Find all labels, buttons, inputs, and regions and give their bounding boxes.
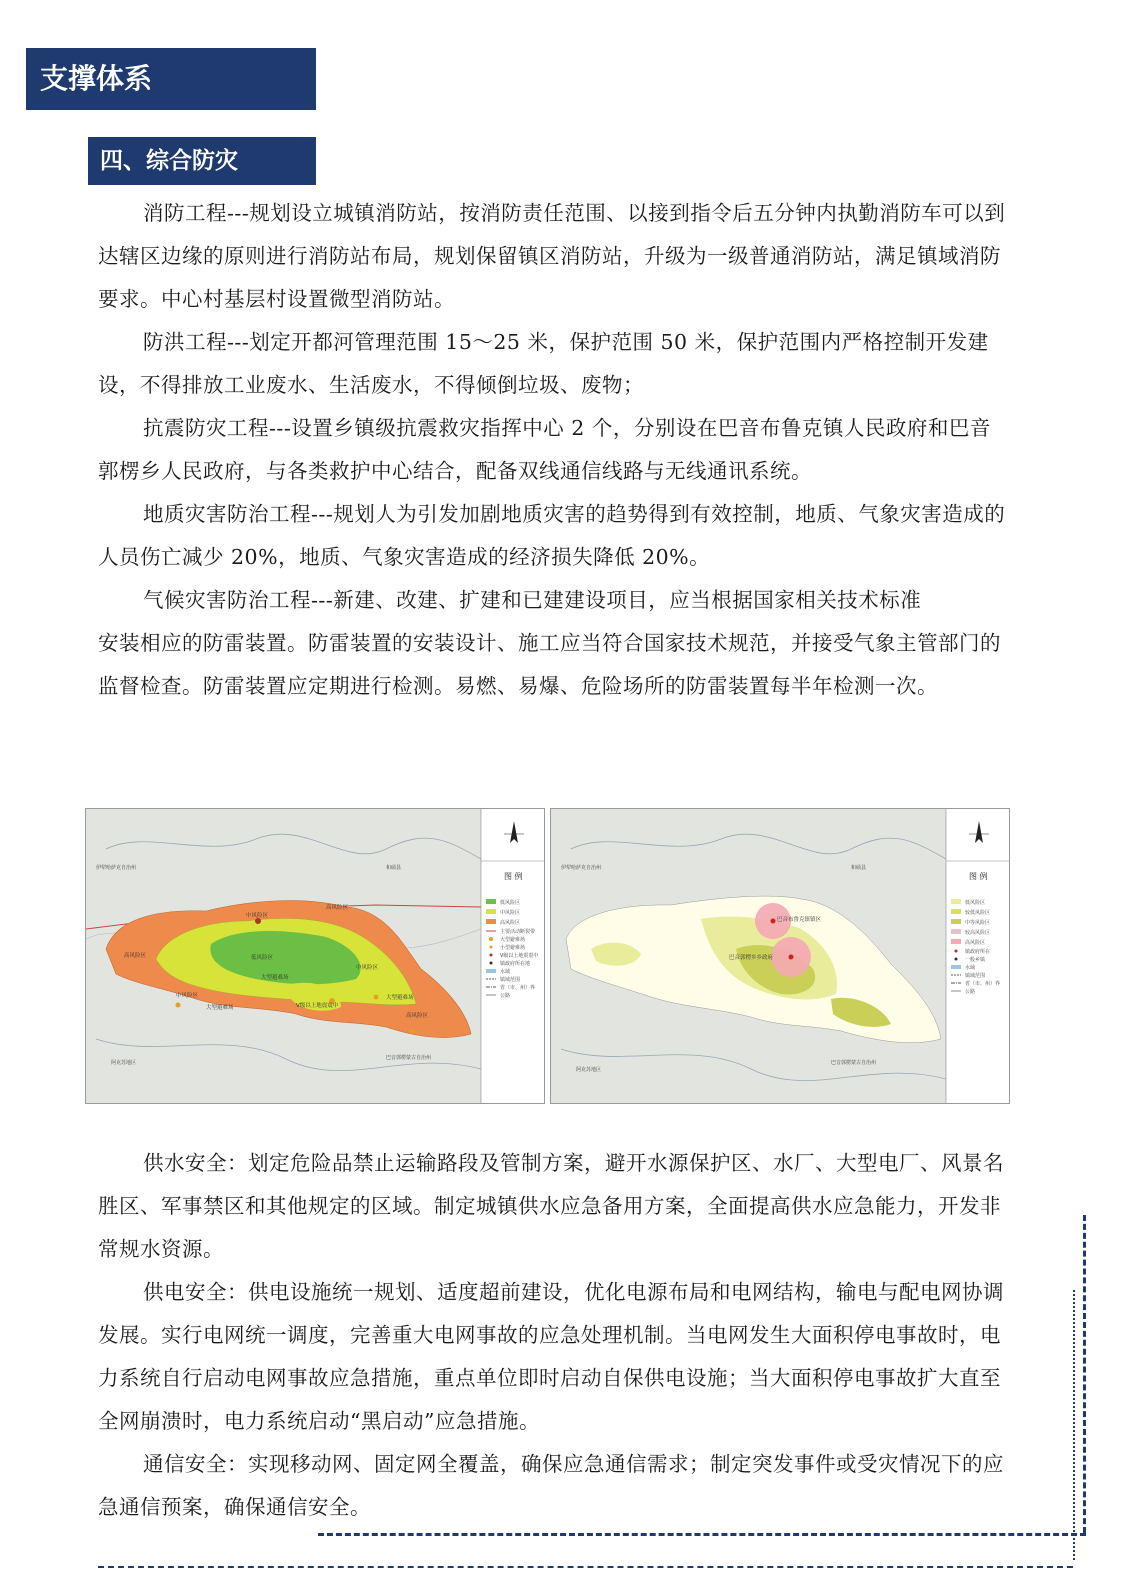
- decor-dashed-border-middle: [318, 1533, 1086, 1536]
- right-legend-10: 公路: [965, 989, 976, 995]
- left-legend-0: 低风险区: [500, 900, 521, 906]
- left-legend-11: 公路: [500, 993, 511, 999]
- svg-text:图 例: 图 例: [969, 872, 988, 881]
- decor-dashed-border-right: [1083, 1215, 1086, 1533]
- right-legend-4: 高风险区: [965, 940, 986, 946]
- left-legend-1: 中风险区: [500, 910, 521, 916]
- right-legend-1: 较低风险区: [965, 910, 991, 916]
- decor-dotted-border-inner: [1073, 1290, 1075, 1560]
- paragraph-geology: 地质灾害防治工程---规划人为引发加剧地质灾害的趋势得到有效控制，地质、气象灾害造成的人员伤亡减少 20%，地质、气象灾害造成的经济损失降低 20%。: [98, 502, 1006, 569]
- svg-text:图 例: 图 例: [504, 872, 523, 881]
- right-legend-3: 较高风险区: [965, 930, 991, 936]
- svg-text:中风险区: 中风险区: [246, 913, 269, 919]
- svg-text:中风险区: 中风险区: [176, 993, 199, 999]
- right-legend-9: 省（市、州）界: [965, 981, 1001, 987]
- paragraph-power: 供电安全：供电设施统一规划、适度超前建设，优化电源布局和电网结构，输电与配电网协调发展。实行电网统一调度，完善重大电网事故的应急处理机制。当电网发生大面积停电事故时，电力系统自行启动电网事故应急措施，重点单位即时启动自保供电设施；当大面积停电事故扩大直至全网崩溃时，电力系统启动“黑启动”应急措施。: [98, 1280, 1004, 1433]
- left-legend-2: 高风险区: [500, 920, 521, 926]
- paragraph-climate: 气候灾害防治工程---新建、改建、扩建和已建建设项目，应当根据国家相关技术标准: [143, 588, 922, 612]
- right-legend-0: 低风险区: [965, 900, 986, 906]
- paragraph-earthquake: 抗震防灾工程---设置乡镇级抗震救灾指挥中心 2 个，分别设在巴音布鲁克镇人民政府和巴音郭楞乡人民政府，与各类救护中心结合，配备双线通信线路与无线通讯系统。: [98, 416, 991, 483]
- svg-text:巴音郭楞蒙古自治州: 巴音郭楞蒙古自治州: [386, 1055, 432, 1061]
- right-legend-5: 镇政府所在: [965, 949, 991, 955]
- left-legend-5: 小型避难场: [500, 945, 526, 951]
- right-legend-7: 水域: [965, 965, 976, 971]
- left-legend-9: 镇域范围: [500, 977, 521, 983]
- right-label-3: 阿克苏地区: [576, 1067, 602, 1073]
- section-title: 四、综合防灾: [88, 137, 316, 185]
- svg-text:V级以上地震震中: V级以上地震震中: [296, 1003, 339, 1009]
- paragraph-fire: 消防工程---规划设立城镇消防站，按消防责任范围、以接到指令后五分钟内执勤消防车可以到达辖区边缘的原则进行消防站布局，规划保留镇区消防站，升级为一级普通消防站，满足镇域消防要求。中心村基层村设置微型消防站。: [98, 201, 1006, 311]
- body-text-top: [98, 192, 1008, 708]
- left-legend-6: V级以上地震震中: [500, 953, 539, 959]
- svg-text:高风险区: 高风险区: [326, 905, 349, 911]
- left-legend-4: 大型避难场: [500, 937, 526, 943]
- paragraph-lightning: 安装相应的防雷装置。防雷装置的安装设计、施工应当符合国家技术规范，并接受气象主管部门的监督检查。防雷装置应定期进行检测。易燃、易爆、危险场所的防雷装置每半年检测一次。: [98, 631, 1001, 698]
- earthquake-risk-map: [85, 808, 545, 1104]
- left-legend-7: 镇政府所在地: [500, 961, 531, 967]
- svg-text:高风险区: 高风险区: [406, 1013, 429, 1019]
- right-label-1: 巴音郭楞乡乡政府: [729, 955, 774, 961]
- paragraph-flood: 防洪工程---划定开都河管理范围 15～25 米，保护范围 50 米，保护范围内严格控制开发建设，不得排放工业废水、生活废水，不得倾倒垃圾、废物；: [98, 330, 989, 397]
- hazard-maps: [85, 808, 1010, 1104]
- right-legend-2: 中等风险区: [965, 920, 991, 926]
- left-legend-10: 省（市、州）界: [500, 985, 536, 991]
- svg-text:和硕县: 和硕县: [386, 865, 402, 871]
- left-legend-8: 水域: [500, 969, 511, 975]
- right-legend-8: 镇域范围: [965, 973, 986, 979]
- svg-text:中风险区: 中风险区: [356, 965, 379, 971]
- svg-text:大型避难场: 大型避难场: [386, 995, 414, 1001]
- right-label-2: 伊犁哈萨克自治州: [561, 865, 602, 871]
- right-label-4: 和硕县: [851, 865, 867, 871]
- paragraph-telecom: 通信安全：实现移动网、固定网全覆盖，确保应急通信需求；制定突发事件或受灾情况下的应急通信预案，确保通信安全。: [98, 1452, 1004, 1519]
- page-header-title: 支撑体系: [26, 48, 316, 110]
- body-text-bottom: [98, 1142, 1008, 1529]
- left-legend-3: 主要活动断裂带: [500, 929, 536, 935]
- paragraph-water: 供水安全：划定危险品禁止运输路段及管制方案，避开水源保护区、水厂、大型电厂、风景名胜区、军事禁区和其他规定的区域。制定城镇供水应急备用方案，全面提高供水应急能力，开发非常规水资源。: [98, 1151, 1004, 1261]
- svg-text:大型避难场: 大型避难场: [206, 1005, 234, 1011]
- svg-text:大型避难场: 大型避难场: [261, 975, 289, 981]
- svg-text:低风险区: 低风险区: [251, 955, 274, 961]
- geologic-risk-map: [550, 808, 1010, 1104]
- right-label-0: 巴音布鲁克镇镇区: [777, 917, 822, 923]
- svg-text:伊犁哈萨克自治州: 伊犁哈萨克自治州: [96, 865, 137, 871]
- right-label-5: 巴音郭楞蒙古自治州: [831, 1060, 877, 1066]
- decor-dashed-border-bottom: [98, 1566, 1073, 1568]
- svg-text:高风险区: 高风险区: [124, 953, 147, 959]
- svg-text:阿克苏地区: 阿克苏地区: [111, 1060, 137, 1066]
- right-legend-6: 一般乡镇: [965, 957, 986, 963]
